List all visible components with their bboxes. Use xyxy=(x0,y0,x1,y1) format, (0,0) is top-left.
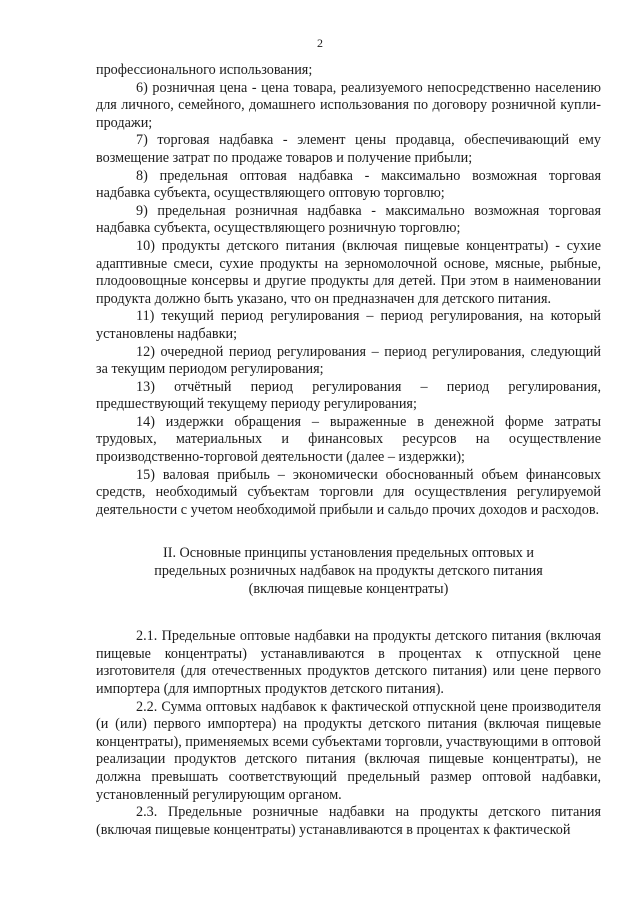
page-number: 2 xyxy=(317,36,323,50)
clause-2-1: 2.1. Предельные оптовые надбавки на продукты детского питания (включая пищевые концентраты) устанавливаются в процентах к отпускной цене изготовителя (для отечественных продуктов детского питания) или цене первого импортера (для импортных продуктов детского питания). xyxy=(96,628,601,697)
section-heading: II. Основные принципы установления предельных оптовых и предельных розничных надбавок на продукты детского питания (включая пищевые концентраты) xyxy=(154,545,543,597)
definition-10: 10) продукты детского питания (включая пищевые концентраты) - сухие адаптивные смеси, сухие продукты на зерномолочной основе, мясные, рыбные, плодоовощные консервы и другие продукты для детей. При этом в наименовании продукта должно быть указано, что он предназначен для детского питания. xyxy=(96,237,601,307)
definition-6: 6) розничная цена - цена товара, реализуемого непосредственно населению для личного, семейного, домашнего использования по договору розничной купли-продажи; xyxy=(96,79,601,131)
definition-7: 7) торговая надбавка - элемент цены продавца, обеспечивающий ему возмещение затрат по продаже товаров и получение прибыли; xyxy=(96,132,601,166)
definition-9: 9) предельная розничная надбавка - максимально возможная торговая надбавка субъекта, осуществляющего розничную торговлю; xyxy=(96,202,601,237)
clause-2-3: 2.3. Предельные розничные надбавки на продукты детского питания (включая пищевые концентраты) устанавливаются в процентах к фактической xyxy=(96,804,601,838)
clause-2-2: 2.2. Сумма оптовых надбавок к фактической отпускной цене производителя (и (или) первого импортера) на продукты детского питания (включая пищевые концентраты), применяемых всеми субъектами торговли, участвующими в оптовой реализации продуктов детского питания (включая пищевые концентраты), не должна превышать соответствующий предельный размер оптовой надбавки, установленный регулирующим органом. xyxy=(96,698,601,803)
definition-15: 15) валовая прибыль – экономически обоснованный объем финансовых средств, необходимый субъектам торговли для осуществления регулируемой деятельности с учетом необходимой прибыли и сальдо прочих доходов и расходов. xyxy=(96,466,601,518)
definition-11: 11) текущий период регулирования – период регулирования, на который установлены надбавки; xyxy=(96,308,601,342)
paragraph: профессионального использования; xyxy=(96,62,313,78)
definition-13: 13) отчётный период регулирования – период регулирования, предшествующий текущему периоду регулирования; xyxy=(96,378,601,413)
definition-14: 14) издержки обращения – выраженные в денежной форме затраты трудовых, материальных и финансовых ресурсов на осуществление производственно-торговой деятельности (далее – издержки); xyxy=(96,413,601,466)
document-body xyxy=(96,62,601,839)
definition-8: 8) предельная оптовая надбавка - максимально возможная торговая надбавка субъекта, осуществляющего оптовую торговлю; xyxy=(96,167,601,202)
definition-12: 12) очередной период регулирования – период регулирования, следующий за текущим периодом регулирования; xyxy=(96,343,601,378)
